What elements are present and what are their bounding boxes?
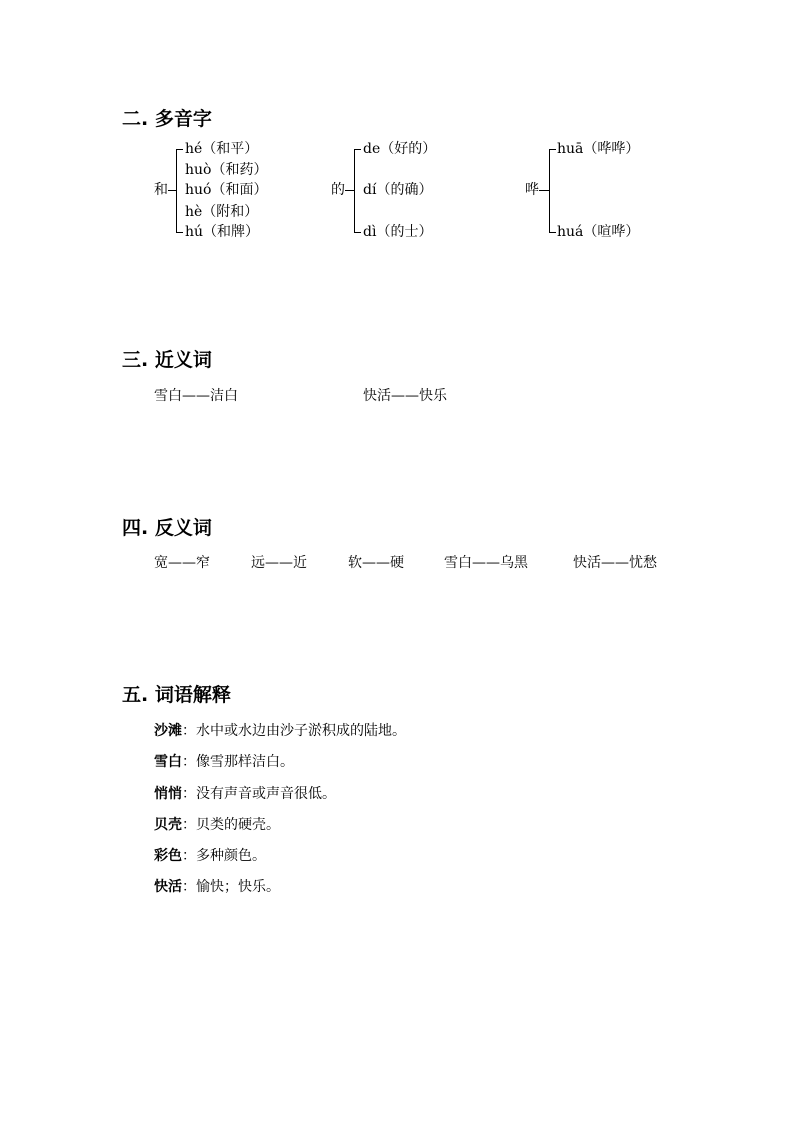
bracket-stem [539,190,549,191]
glossary-term: 悄悄 [154,786,182,802]
synonym-pair: 雪白——洁白 [154,388,238,404]
glossary-separator: ： [182,879,196,895]
glossary-definition: 愉快；快乐。 [196,879,280,895]
reading: dì（的士） [363,224,433,240]
glossary-separator: ： [182,754,196,770]
glossary-separator: ： [182,723,196,739]
bracket-stem [345,190,354,191]
reading: dí（的确） [363,182,433,198]
bracket-spine [176,149,177,233]
reading: huó（和面） [185,182,268,198]
glossary-separator: ： [182,817,196,833]
section-title-polyphones: 二. 多音字 [122,108,212,130]
glossary-term: 贝壳 [154,817,182,833]
reading: hú（和牌） [185,224,260,240]
reading: huá（喧哗） [557,224,640,240]
bracket-spine [354,149,355,233]
section-title-glossary: 五. 词语解释 [122,684,231,706]
glossary-entry [154,721,406,741]
antonym-pair: 远——近 [251,555,307,571]
glossary-entry [154,846,266,866]
reading: hé（和平） [185,141,259,157]
synonym-pair: 快活——快乐 [363,388,447,404]
reading: huò（和药） [185,162,268,178]
bracket-tick [354,232,361,233]
reading: hè（附和） [185,204,259,220]
bracket-tick [176,149,183,150]
glossary-entry [154,752,294,772]
antonym-pair: 雪白——乌黑 [444,555,528,571]
reading: de（好的） [363,141,437,157]
glossary-separator: ： [182,786,196,802]
bracket-tick [549,232,556,233]
glossary-term: 快活 [154,879,182,895]
glossary-term: 彩色 [154,848,182,864]
glossary-entry [154,877,280,897]
glossary-term: 雪白 [154,754,182,770]
glossary-separator: ： [182,848,196,864]
glossary-term: 沙滩 [154,723,182,739]
antonym-pair: 快活——忧愁 [573,555,657,571]
antonym-pair: 宽——窄 [154,555,210,571]
bracket-tick [549,149,556,150]
glossary-entry [154,784,336,804]
glossary-definition: 像雪那样洁白。 [196,754,294,770]
polyphone-char: 和 [154,182,168,198]
bracket-spine [549,149,550,233]
polyphone-char: 哗 [525,182,539,198]
reading: huā（哗哗） [557,141,640,157]
glossary-definition: 多种颜色。 [196,848,266,864]
section-title-antonyms: 四. 反义词 [122,517,212,539]
section-title-synonyms: 三. 近义词 [122,349,212,371]
bracket-tick [176,232,183,233]
glossary-definition: 贝类的硬壳。 [196,817,280,833]
polyphone-char: 的 [331,182,345,198]
glossary-definition: 水中或水边由沙子淤积成的陆地。 [196,723,406,739]
bracket-stem [168,190,176,191]
bracket-tick [354,149,361,150]
antonym-pair: 软——硬 [348,555,404,571]
glossary-entry [154,815,280,835]
glossary-definition: 没有声音或声音很低。 [196,786,336,802]
